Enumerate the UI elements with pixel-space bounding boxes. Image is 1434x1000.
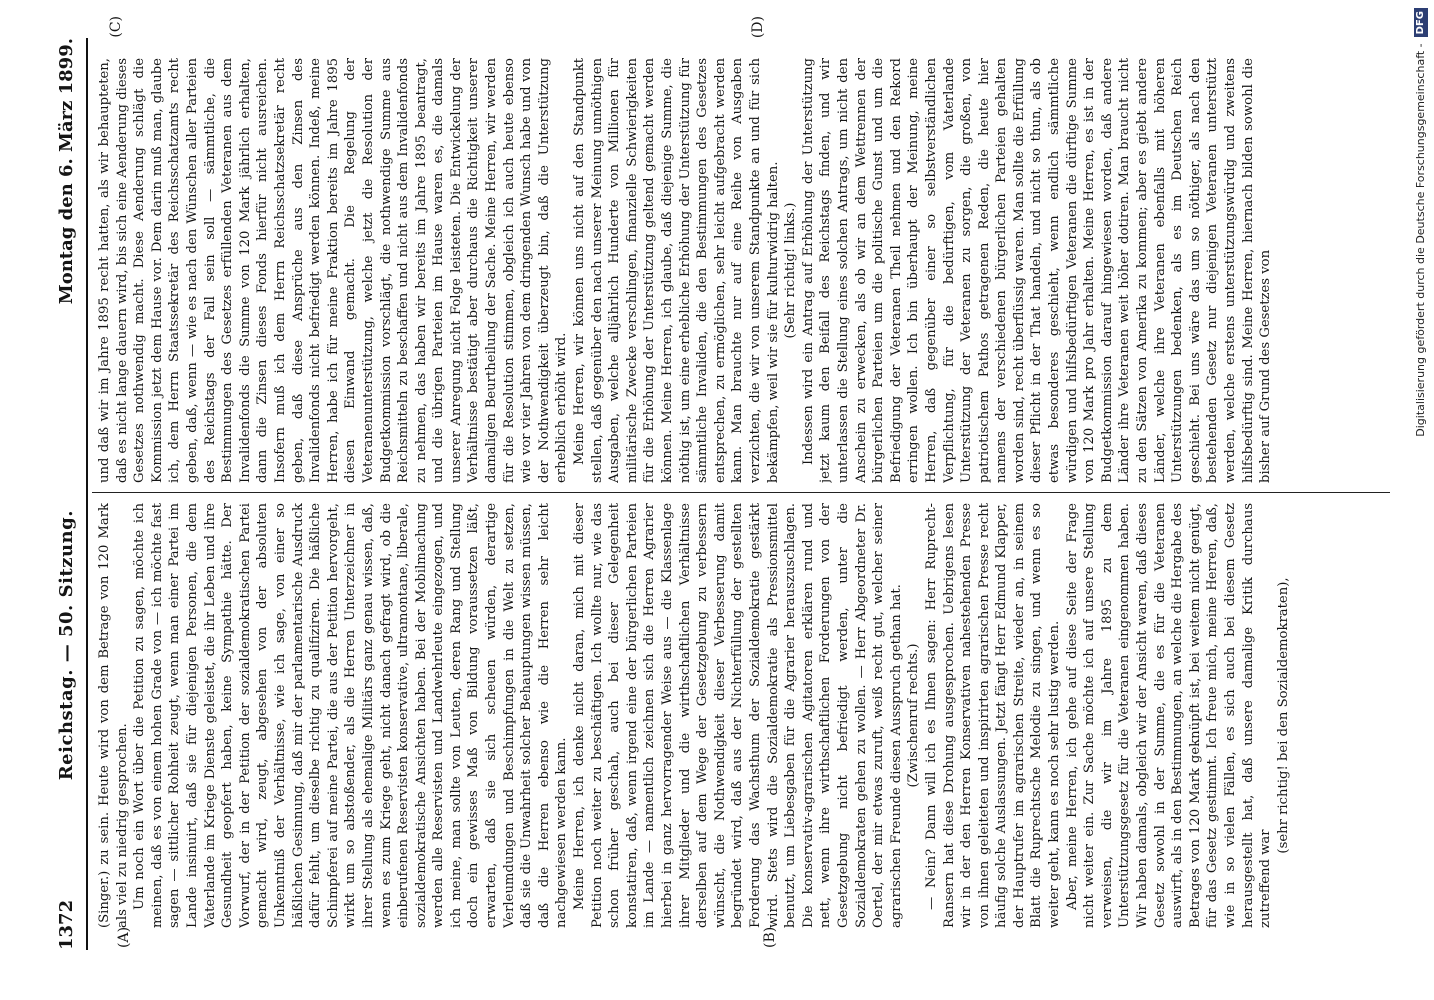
margin-marker-b: (B) [762,926,778,948]
paragraph: Aber, meine Herren, ich gehe auf diese Seite der Frage nicht weiter ein. Zur Sache möchte ich auf unsere Stellung verweisen, die wir im Jahre 1895 zu dem Unterstützungsgesetz für die Veteranen eingenommen haben. Wir haben damals, obgleich wir der Ansicht waren, daß dieses Gesetz sowohl in der Summe, die es für die Veteranen auswirft, als in den Bestimmungen, an welche die Hergabe des Betrages von 120 Mark geknüpft ist, bei weitem nicht genügt, für das Gesetz gestimmt. Ich freue mich, meine Herren, daß, wie in so vielen Fällen, es sich auch bei diesem Gesetz herausgestellt hat, daß unsere damalige Kritik durchaus zutreffend war [1064,503,1274,928]
margin-marker-a: (A) [116,926,132,948]
page-number: 1372 [56,899,77,950]
column-divider [92,492,1390,493]
credit-text: Digitalisierung gefördert durch die Deutsche Forschungsgemeinschaft - [1414,43,1427,437]
dfg-badge: DFG [1414,8,1428,37]
paragraph: Meine Herren, ich denke nicht daran, mich mit dieser Petition noch weiter zu beschäftigen. Ich wollte nur, wie das schon früher geschah, auch bei dieser Gelegenheit konstatiren, daß, wenn irgend eine der bürgerlichen Parteien im Lande — namentlich zeichnen sich die Herren Agrarier hierbei in ganz hervorragender Weise aus — die Klassenlage ihrer Mitglieder und die wirthschaftlichen Verhältnisse derselben auf dem Wege der Gesetzgebung zu verbessern wünscht, die Nothwendigkeit dieser Verbesserung damit begründet wird, daß aus der Nichterfüllung der gestellten Forderung das Wachsthum der Sozialdemokratie gestärkt wird. Stets wird die Sozialdemokratie als Pressionsmittel benutzt, um Liebesgaben für die Agrarier herauszuschlagen. Die konservativ-agrarischen Agitatoren erklären rund und nett, wenn ihre wirthschaftlichen Forderungen von der Gesetzgebung nicht befriedigt werden, unter die Sozialdemokraten gehen zu wollen. — Herr Abgeordneter Dr. Oertel, der mir etwas zuruft, weiß recht gut, welcher seiner agrarischen Freunde diesen Ausspruch gethan hat. [572,503,904,928]
credit-text-wrapper [1410,8,1432,994]
right-column [96,58,1390,483]
session-title: Reichstag. — 50. Sitzung. [56,510,77,781]
session-date: Montag den 6. März 1899. [56,38,77,305]
interjection: (Zwischenruf rechts.) [906,643,922,788]
header-rule [86,38,88,950]
paragraph: Meine Herren, wir können uns nicht auf den Standpunkt stellen, daß gegenüber den nach unserer Meinung unnöthigen Ausgaben, welche alljährlich Hunderte von Millionen für militärische Zwecke verschlingen, finanzielle Schwierigkeiten für die Erhöhung der Unterstützung geltend gemacht werden können. Meine Herren, ich glaube, daß diejenige Summe, die nöthig ist, um eine erhebliche Erhöhung der Unterstützung für sämmtliche Invaliden, die den Bestimmungen des Gesetzes entsprechen, zu ermöglichen, sehr leicht aufgebracht werden kann. Man brauchte nur auf eine Reihe von Ausgaben verzichten, die wir von unserem Standpunkte an und für sich bekämpfen, weil wir sie für kulturwidrig halten. [572,58,781,483]
margin-marker-c: (C) [108,16,124,38]
paragraph: und daß wir im Jahre 1895 recht hatten, als wir behaupteten, daß es nicht lange dauern wird, bis sich eine Aenderung dieses Gesetzes nothwendig macht. Diese Aenderung schlägt die Kommission jetzt dem Hause vor. Dem darin muß man, glaube ich, dem Herrn Staatssekretär des Reichsschatzamts recht geben, daß, wenn — wie es nach den Wünschen aller Parteien des Reichstags der Fall sein soll — sämmtliche, die Bestimmungen des Gesetzes erfüllenden Veteranen aus dem Invalidenfonds die Summe von 120 Mark jährlich erhalten, dann die Zinsen dieses Fonds hierfür nicht ausreichen. Insofern muß ich dem Herrn Reichsschatzsekretär recht geben, daß diese Ansprüche aus den Zinsen des Invalidenfonds nicht befriedigt werden können. Indeß, meine Herren, habe ich für meine Fraktion bereits im Jahre 1895 diesen Einwand gemacht. Die Regelung der Veteranenunterstützung, welche jetzt die Resolution der Budgetkommission vorschlägt, die nothwendige Summe aus Reichsmitteln zu beschaffen und nicht aus dem Invalidenfonds zu nehmen, das haben wir bereits im Jahre 1895 beantragt, und die übrigen Parteien im Hause waren es, die damals unserer Anregung nicht Folge leisteten. Die Entwickelung der Verhältnisse bestätigt aber durchaus die Richtigkeit unserer damaligen Beurtheilung der Sache. Meine Herren, wir werden für die Resolution stimmen, obgleich ich auch heute ebenso wie vor vier Jahren von dem dringenden Wunsch habe und von der Nothwendigkeit überzeugt bin, daß die Unterstützung erheblich erhöht wird. [97,58,570,483]
interjection: (sehr richtig! bei den Sozialdemokraten), [1275,577,1291,854]
paragraph: (Singer.) zu sein. Heute wird von dem Betrage von 120 Mark als viel zu niedrig gesprochen. [97,503,130,928]
margin-marker-d: (D) [750,16,766,39]
left-column [96,503,1390,928]
page-content [50,16,1390,950]
page-header [50,38,84,950]
paragraph: Um noch ein Wort über die Petition zu sagen, möchte ich meinen, daß es von einem hohen Grade von — ich möchte fast sagen — sittlicher Rohheit zeugt, wenn man einer Partei im Lande insinuirt, daß sie für diejenigen Personen, die dem Vaterlande im Kriege Dienste geleistet, die ihr Leben und ihre Gesundheit geopfert haben, keine Sympathie hätte. Der Vorwurf, der in der Petition der sozialdemokratischen Partei gemacht wird, zeugt, abgesehen von der absoluten Unkenntniß der Verhältnisse, wie ich sage, von einer so häßlichen Gesinnung, daß mir der parlamentarische Ausdruck dafür fehlt, um dieselbe richtig zu qualifiziren. Die häßliche Schimpferei auf meine Partei, die aus der Petition hervorgeht, wirkt um so abstoßender, als die Herren Unterzeichner in ihrer Stellung als ehemalige Militärs ganz genau wissen, daß, wenn es zum Kriege geht, nicht danach gefragt wird, ob die einberufenen Reservisten konservative, ultramontane, liberale, sozialdemokratische Ansichten haben. Bei der Mobilmachung werden alle Reservisten und Landwehrleute eingezogen, und ich meine, man sollte von Leuten, deren Rang und Stellung doch ein gewisses Maß von Bildung voraussetzen läßt, erwarten, daß sie sich scheuen würden, derartige Verleumdungen und Beschimpfungen in die Welt zu setzen, daß sie die Unwahrheit solcher Behauptungen wissen müssen, daß die Herren ebenso wie die Herren sehr leicht nachgewiesen werden kann. [132,503,570,928]
digitization-credit [1410,8,1432,994]
paragraph: — Nein? Dann will ich es Ihnen sagen: Herr Ruprecht-Ransern hat diese Drohung ausgesprochen. Uebrigens lesen wir in der den Herren Konservativen nahestehenden Presse von ihnen geleiteten und inspirirten agrarischen Presse recht häufig solche Auslassungen. Jetzt fängt Herr Edmund Klapper, der Hauptrufer im agrarischen Streite, wieder an, in seinem Blatt die Ruprechtsche Melodie zu singen, und wenn es so weiter geht, kann es noch sehr lustig werden. [923,503,1063,928]
paragraph: Indessen wird ein Antrag auf Erhöhung der Unterstützung jetzt kaum den Beifall des Reichstags finden, und wir unterlassen die Stellung eines solchen Antrags, um nicht den Anschein zu erwecken, als ob wir an dem Wettrennen der bürgerlichen Parteien um die politische Gunst und um die Befriedigung der Veteranen Theil nehmen und den Rekord erringen wollen. Ich bin überhaupt der Meinung, meine Herren, daß gegenüber einer so selbstverständlichen Verpflichtung, für die bedürftigen, vom Vaterlande Unterstützung der Veteranen zu sorgen, die großen, von patriotischem Pathos getragenen Reden, die heute hier namens der verschiedenen bürgerlichen Parteien gehalten worden sind, recht überflüssig waren. Man sollte die Erfüllung dieser Pflicht in der That handeln, und nicht so thun, als ob etwas besonderes geschieht, wenn endlich sämmtliche würdigen und hilfsbedürftigen Veteranen die dürftige Summe von 120 Mark pro Jahr erhalten. Meine Herren, es ist in der Budgetkommission darauf hingewiesen worden, daß andere Länder ihre Veteranen weit höher dotiren. Man braucht nicht zu den Sätzen von Amerika zu kommen; aber es giebt andere Länder, welche ihre Veteranen ebenfalls mit höheren Unterstützungen bedenken, als es im Deutschen Reich geschieht. Bei uns wäre das um so nöthiger, als nach den bestehenden Gesetz nur diejenigen Veteranen unterstützt werden, welche erstens unterstützungswürdig und zweitens hilfsbedürftig sind. Meine Herren, hiernach bilden sowohl die bisher auf Grund des Gesetzes von [800,58,1274,483]
interjection: (Sehr richtig! links.) [783,202,799,339]
